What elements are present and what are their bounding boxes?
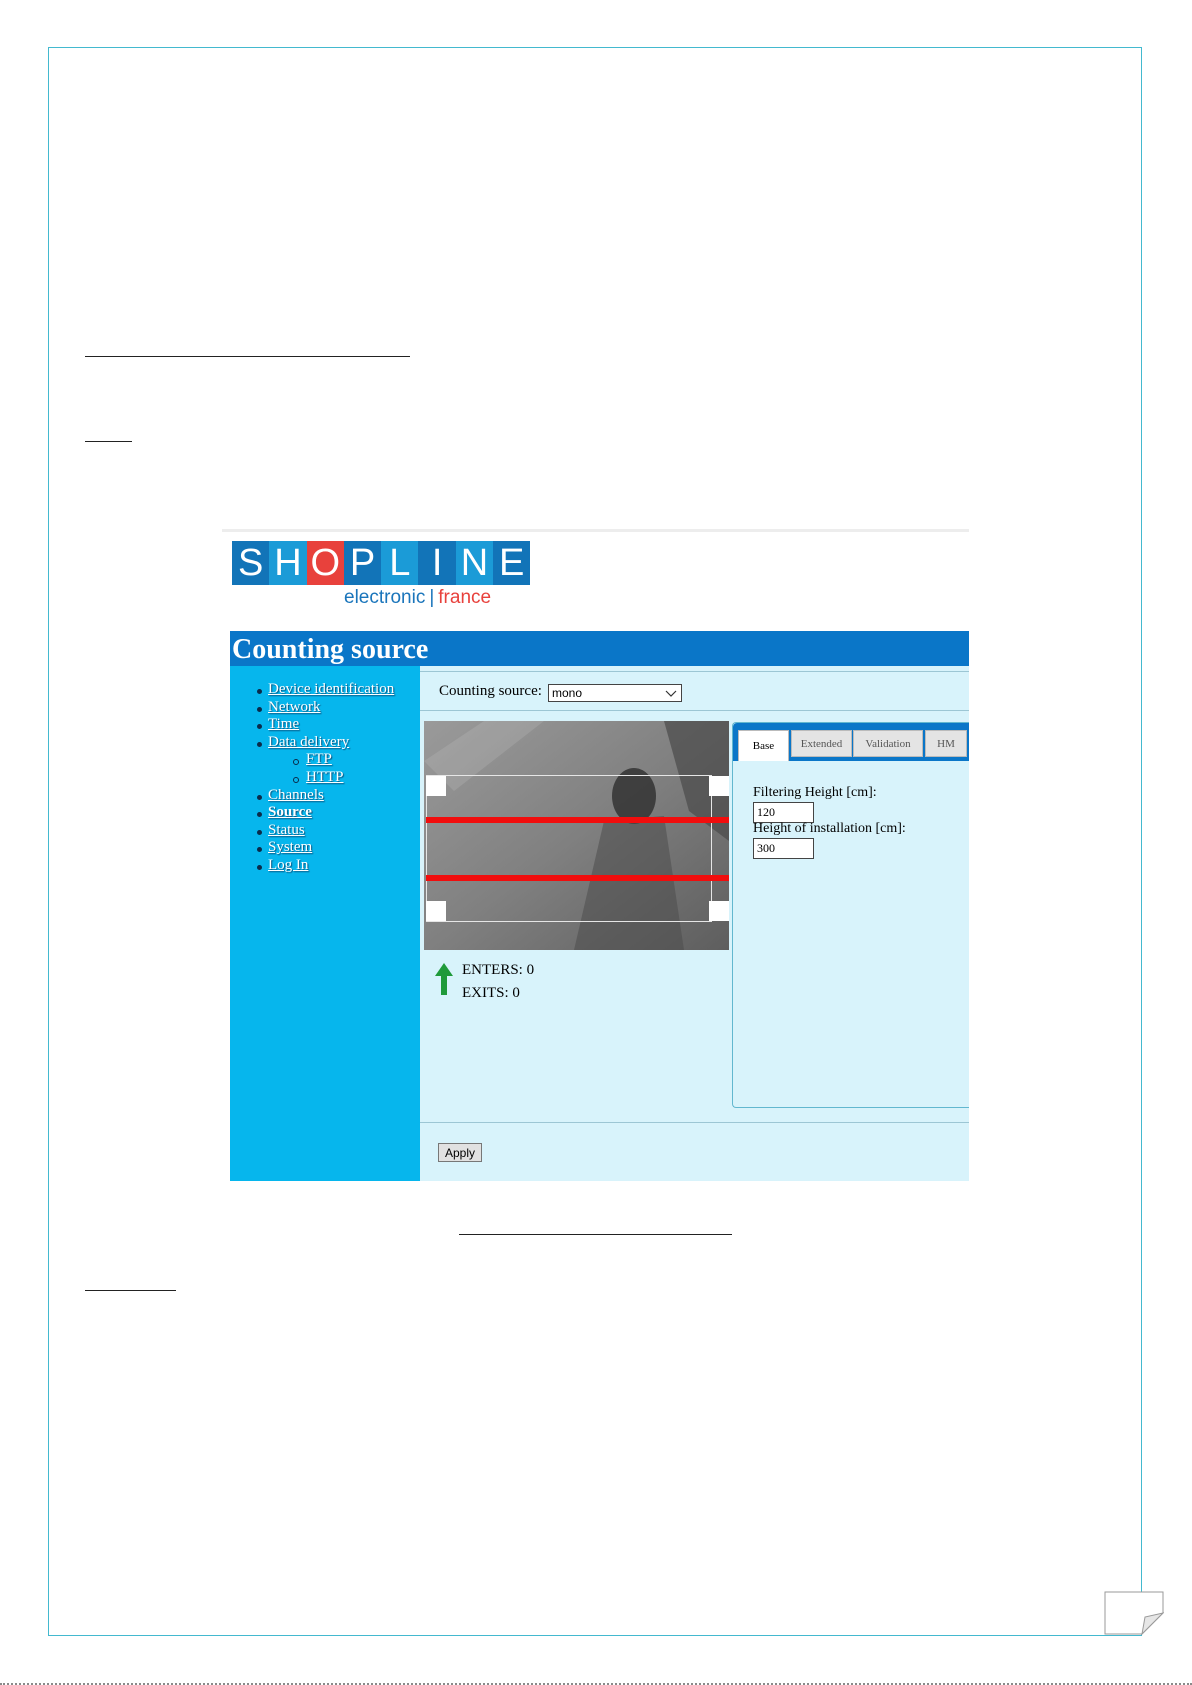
heading-underline <box>85 356 410 357</box>
logo-tagline-left: electronic <box>344 587 426 608</box>
nav-link-http[interactable]: HTTP <box>306 769 344 785</box>
bullet-icon <box>257 812 262 817</box>
bullet-icon <box>257 830 262 835</box>
device-web-ui-screenshot <box>222 529 969 1181</box>
bottom-divider <box>420 1122 969 1123</box>
counting-zone[interactable] <box>426 775 712 922</box>
nav-link-system[interactable]: System <box>268 839 313 856</box>
tab-base[interactable] <box>738 730 789 761</box>
logo-letter: S <box>232 541 269 585</box>
zone-handle-bottom-right[interactable] <box>709 901 729 921</box>
subheading-underline <box>85 441 132 442</box>
counting-source-label: Counting source: <box>439 683 542 699</box>
installation-height-label: Height of installation [cm]: <box>753 821 906 836</box>
counts <box>462 959 534 1005</box>
logo-tagline <box>344 587 491 609</box>
apply-button[interactable]: Apply <box>438 1143 482 1162</box>
circle-bullet-icon <box>293 759 299 765</box>
logo-letter: E <box>493 541 530 585</box>
tab-hm-label: HM <box>937 737 955 750</box>
tab-base-label: Base <box>752 740 775 752</box>
nav-link-status[interactable]: Status <box>268 821 305 838</box>
tab-extended-label: Extended <box>800 737 843 750</box>
logo-letter: P <box>344 541 381 585</box>
logo-tagline-right: france <box>438 587 492 608</box>
tab-extended[interactable] <box>791 730 852 757</box>
bullet-icon <box>257 865 262 870</box>
nav-link-channels[interactable]: Channels <box>268 786 324 803</box>
filtering-height-input[interactable]: 120 <box>753 802 814 823</box>
nav-link-data-delivery[interactable]: Data delivery <box>268 733 350 750</box>
page-curl-icon <box>1104 1591 1164 1635</box>
nav-link-source[interactable]: Source <box>268 804 312 821</box>
nav-link-network[interactable]: Network <box>268 698 321 715</box>
green-up-arrow-icon <box>435 963 453 995</box>
zone-handle-top-right[interactable] <box>709 776 729 796</box>
zone-handle-top-left[interactable] <box>426 776 446 796</box>
logo-letter: L <box>381 541 418 585</box>
shopline-logo <box>232 541 532 616</box>
counting-line-bottom[interactable] <box>426 875 729 881</box>
logo-letter: H <box>269 541 306 585</box>
bullet-icon <box>257 795 262 800</box>
settings-tab-panel <box>732 722 969 1108</box>
filtering-height-label: Filtering Height [cm]: <box>753 785 877 800</box>
zone-handle-bottom-left[interactable] <box>426 901 446 921</box>
section-underline <box>85 1290 176 1291</box>
nav-link-time[interactable]: Time <box>268 716 300 733</box>
bullet-icon <box>257 689 262 694</box>
nav-link-log-in[interactable]: Log In <box>268 857 309 873</box>
bullet-icon <box>257 707 262 712</box>
installation-height-input[interactable]: 300 <box>753 838 814 859</box>
nav-link-device-identification[interactable]: Device identification <box>268 681 395 697</box>
counting-source-select[interactable] <box>548 684 682 702</box>
logo-letter: N <box>456 541 493 585</box>
main-content <box>420 666 969 1181</box>
tab-validation[interactable] <box>853 730 923 757</box>
counting-source-value: mono <box>552 686 583 700</box>
logo-tagline-separator: | <box>429 587 435 608</box>
bullet-icon <box>257 742 262 747</box>
counting-line-top[interactable] <box>426 817 729 823</box>
page-title: Counting source <box>232 634 429 665</box>
bullet-icon <box>257 847 262 852</box>
sidebar <box>230 666 420 1181</box>
top-border <box>222 529 969 532</box>
camera-view[interactable] <box>424 721 729 950</box>
tab-validation-label: Validation <box>865 737 911 750</box>
exits-count: EXITS: 0 <box>462 985 520 1001</box>
enters-count: ENTERS: 0 <box>462 962 535 978</box>
select-divider <box>420 710 969 711</box>
tab-bar <box>733 723 969 761</box>
chevron-down-icon <box>665 687 677 699</box>
bullet-icon <box>257 724 262 729</box>
logo-letter: O <box>307 541 344 585</box>
caption-underline <box>459 1234 732 1235</box>
logo-letters <box>232 541 530 585</box>
circle-bullet-icon <box>293 777 299 783</box>
title-bar <box>230 631 969 666</box>
nav-link-ftp[interactable]: FTP <box>306 751 332 768</box>
top-divider <box>420 671 969 672</box>
tab-hm[interactable] <box>925 730 967 757</box>
logo-letter: I <box>418 541 455 585</box>
